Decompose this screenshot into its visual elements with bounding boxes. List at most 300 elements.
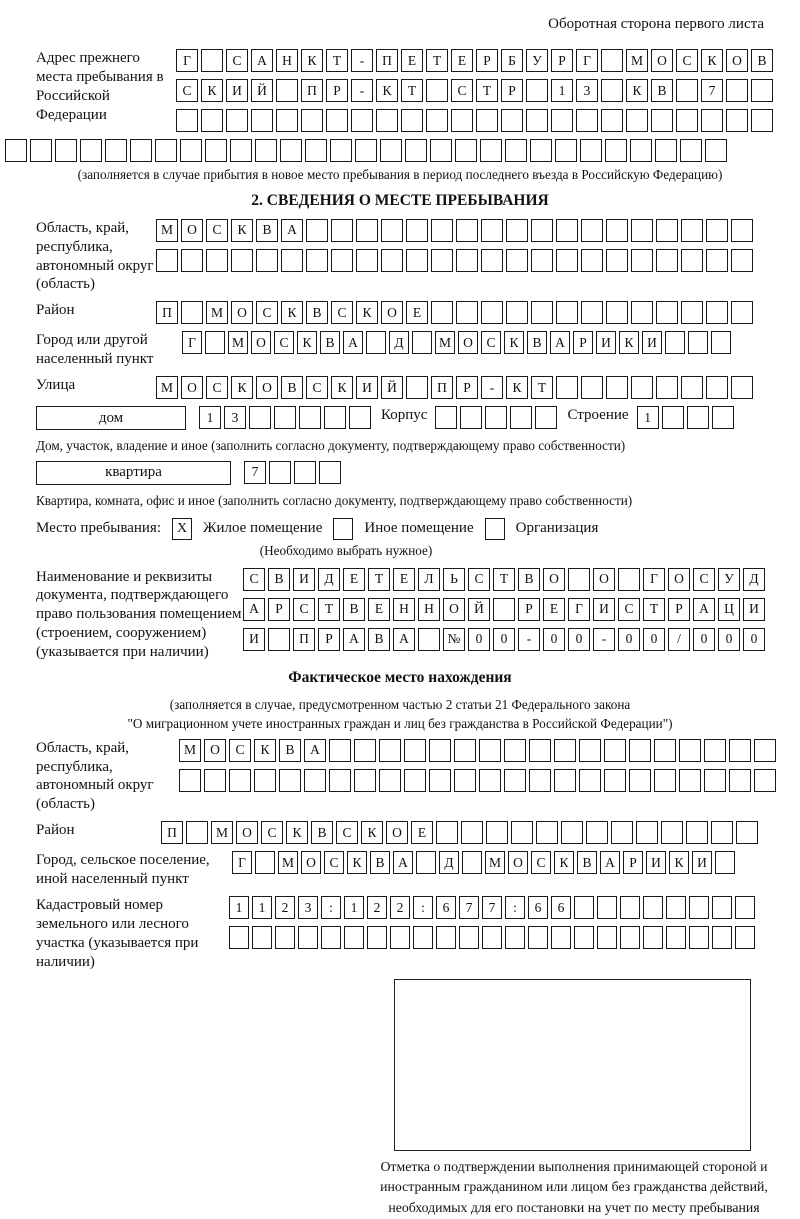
char-cell	[736, 821, 758, 844]
char-cell	[331, 249, 353, 272]
char-cell: К	[297, 331, 317, 354]
prev-address-row-2	[176, 79, 773, 102]
char-cell	[631, 219, 653, 242]
char-cell: С	[531, 851, 551, 874]
char-cell	[681, 249, 703, 272]
char-cell	[706, 249, 728, 272]
char-cell	[505, 139, 527, 162]
char-cell	[454, 739, 476, 762]
checkbox-organization	[485, 518, 505, 540]
stay-type-note: (Необходимо выбрать нужное)	[259, 542, 433, 558]
char-cell	[529, 769, 551, 792]
char-cell	[344, 926, 364, 949]
char-cell: Е	[543, 598, 565, 621]
char-cell: А	[693, 598, 715, 621]
char-cell: К	[301, 49, 323, 72]
char-cell: О	[386, 821, 408, 844]
char-cell: П	[431, 376, 453, 399]
char-cell	[305, 139, 327, 162]
char-cell: К	[669, 851, 689, 874]
char-cell	[715, 851, 735, 874]
char-cell: С	[176, 79, 198, 102]
char-cell: А	[393, 628, 415, 651]
char-cell	[754, 769, 776, 792]
char-cell	[456, 249, 478, 272]
char-cell: №	[443, 628, 465, 651]
char-cell	[597, 926, 617, 949]
char-cell	[506, 301, 528, 324]
char-cell: Г	[176, 49, 198, 72]
char-cell: Й	[381, 376, 403, 399]
char-cell	[626, 109, 648, 132]
char-cell: Р	[518, 598, 540, 621]
char-cell	[656, 219, 678, 242]
char-cell	[179, 769, 201, 792]
char-cell: В	[751, 49, 773, 72]
char-cell: Т	[368, 568, 390, 591]
char-cell	[319, 461, 341, 484]
char-cell: А	[243, 598, 265, 621]
option-residential-label: Жилое помещение	[203, 520, 323, 537]
char-cell	[330, 139, 352, 162]
actual-region-row-1	[179, 739, 776, 762]
korpus-cells	[435, 406, 557, 429]
char-cell: В	[370, 851, 390, 874]
document-row-3	[243, 628, 765, 651]
char-cell	[354, 739, 376, 762]
char-cell	[501, 109, 523, 132]
char-cell: Д	[743, 568, 765, 591]
char-cell: К	[504, 331, 524, 354]
char-cell: Р	[326, 79, 348, 102]
char-cell: Р	[476, 49, 498, 72]
char-cell	[479, 739, 501, 762]
char-cell	[731, 376, 753, 399]
street-row	[156, 376, 753, 399]
char-cell: :	[505, 896, 525, 919]
district-row	[156, 301, 753, 324]
char-cell	[689, 896, 709, 919]
char-cell	[631, 249, 653, 272]
char-cell	[643, 926, 663, 949]
char-cell	[681, 219, 703, 242]
char-cell: О	[251, 331, 271, 354]
char-cell	[554, 769, 576, 792]
char-cell: -	[518, 628, 540, 651]
actual-region-row-2	[179, 769, 776, 792]
char-cell	[5, 139, 27, 162]
char-cell: К	[331, 376, 353, 399]
char-cell	[636, 821, 658, 844]
char-cell	[526, 79, 548, 102]
char-cell	[229, 769, 251, 792]
char-cell: К	[231, 219, 253, 242]
char-cell: А	[550, 331, 570, 354]
char-cell	[181, 301, 203, 324]
char-cell	[276, 79, 298, 102]
char-cell: С	[256, 301, 278, 324]
char-cell	[298, 926, 318, 949]
city-row	[182, 331, 731, 354]
char-cell: В	[320, 331, 340, 354]
char-cell	[299, 406, 321, 429]
char-cell	[355, 139, 377, 162]
checkbox-other-premises	[333, 518, 353, 540]
char-cell	[254, 769, 276, 792]
char-cell: Е	[401, 49, 423, 72]
char-cell: Й	[468, 598, 490, 621]
char-cell	[551, 926, 571, 949]
region-row-1	[156, 219, 753, 242]
char-cell: 7	[459, 896, 479, 919]
char-cell: И	[226, 79, 248, 102]
char-cell	[504, 739, 526, 762]
char-cell: Г	[576, 49, 598, 72]
apartment-type-box: квартира	[36, 461, 231, 485]
actual-location-title: Фактическое место нахождения	[288, 669, 512, 687]
char-cell	[231, 249, 253, 272]
actual-region-block	[36, 739, 764, 815]
char-cell: С	[243, 568, 265, 591]
char-cell: Р	[551, 49, 573, 72]
char-cell: 6	[551, 896, 571, 919]
char-cell	[461, 821, 483, 844]
char-cell: И	[642, 331, 662, 354]
char-cell: В	[577, 851, 597, 874]
char-cell: Г	[182, 331, 202, 354]
char-cell: В	[256, 219, 278, 242]
char-cell	[504, 769, 526, 792]
char-cell: Р	[456, 376, 478, 399]
document-row-1	[243, 568, 765, 591]
char-cell: 0	[643, 628, 665, 651]
char-cell: /	[668, 628, 690, 651]
char-cell	[204, 769, 226, 792]
char-cell	[531, 249, 553, 272]
char-cell	[418, 628, 440, 651]
cadastral-row-2	[229, 926, 755, 949]
char-cell	[431, 249, 453, 272]
char-cell	[554, 739, 576, 762]
char-cell: С	[206, 219, 228, 242]
prev-address-block	[36, 49, 767, 132]
char-cell	[656, 376, 678, 399]
char-cell: К	[231, 376, 253, 399]
char-cell: О	[236, 821, 258, 844]
char-cell: С	[226, 49, 248, 72]
char-cell	[604, 739, 626, 762]
char-cell: П	[293, 628, 315, 651]
char-cell: К	[506, 376, 528, 399]
char-cell	[526, 109, 548, 132]
street-label: Улица	[36, 377, 76, 394]
char-cell	[687, 406, 709, 429]
char-cell	[711, 821, 733, 844]
char-cell: С	[451, 79, 473, 102]
char-cell: 0	[618, 628, 640, 651]
char-cell: С	[331, 301, 353, 324]
char-cell	[456, 301, 478, 324]
house-number-cells	[199, 406, 371, 429]
char-cell	[555, 139, 577, 162]
char-cell: А	[304, 739, 326, 762]
char-cell	[654, 739, 676, 762]
char-cell	[482, 926, 502, 949]
char-cell: С	[481, 331, 501, 354]
char-cell: К	[376, 79, 398, 102]
char-cell	[476, 109, 498, 132]
char-cell	[561, 821, 583, 844]
char-cell	[581, 249, 603, 272]
char-cell	[729, 739, 751, 762]
char-cell: Е	[343, 568, 365, 591]
char-cell: 1	[199, 406, 221, 429]
char-cell	[704, 739, 726, 762]
document-label: Наименование и реквизиты документа, подтверждающего право пользования помещением (строением, сооружением) (указывается при наличии)	[36, 568, 242, 661]
char-cell: М	[435, 331, 455, 354]
char-cell	[390, 926, 410, 949]
char-cell	[676, 79, 698, 102]
char-cell	[529, 739, 551, 762]
char-cell	[656, 249, 678, 272]
char-cell: Б	[501, 49, 523, 72]
char-cell	[481, 301, 503, 324]
char-cell: С	[274, 331, 294, 354]
char-cell	[366, 331, 386, 354]
char-cell: О	[301, 851, 321, 874]
char-cell	[712, 406, 734, 429]
char-cell: Д	[389, 331, 409, 354]
char-cell: В	[306, 301, 328, 324]
city-label: Город или другой населенный пункт	[36, 332, 154, 368]
char-cell: О	[443, 598, 465, 621]
char-cell	[620, 926, 640, 949]
char-cell	[726, 79, 748, 102]
char-cell	[255, 139, 277, 162]
char-cell	[735, 926, 755, 949]
char-cell: Р	[573, 331, 593, 354]
char-cell: М	[156, 219, 178, 242]
char-cell: 0	[543, 628, 565, 651]
char-cell	[579, 739, 601, 762]
char-cell	[354, 769, 376, 792]
char-cell: Т	[401, 79, 423, 102]
char-cell	[412, 331, 432, 354]
char-cell	[597, 896, 617, 919]
char-cell	[155, 139, 177, 162]
char-cell: К	[356, 301, 378, 324]
char-cell	[429, 769, 451, 792]
char-cell: Г	[232, 851, 252, 874]
char-cell	[430, 139, 452, 162]
char-cell	[406, 376, 428, 399]
char-cell	[306, 219, 328, 242]
char-cell	[528, 926, 548, 949]
char-cell: В	[268, 568, 290, 591]
char-cell: А	[600, 851, 620, 874]
char-cell	[556, 376, 578, 399]
char-cell	[701, 109, 723, 132]
checkbox-residential: X	[172, 518, 192, 540]
char-cell: Д	[439, 851, 459, 874]
option-organization-label: Организация	[515, 520, 599, 537]
korpus-label: Корпус	[381, 407, 428, 424]
char-cell: М	[278, 851, 298, 874]
char-cell: 3	[298, 896, 318, 919]
char-cell: И	[596, 331, 616, 354]
char-cell	[651, 109, 673, 132]
char-cell: А	[393, 851, 413, 874]
char-cell	[556, 219, 578, 242]
region-label: Область, край, республика, автономный округ (область)	[36, 219, 154, 293]
char-cell	[535, 406, 557, 429]
char-cell: В	[279, 739, 301, 762]
char-cell	[479, 769, 501, 792]
char-cell: К	[347, 851, 367, 874]
char-cell: Ь	[443, 568, 465, 591]
char-cell	[531, 301, 553, 324]
char-cell: 0	[493, 628, 515, 651]
house-type-box: дом	[36, 406, 186, 430]
char-cell	[510, 406, 532, 429]
char-cell	[705, 139, 727, 162]
char-cell	[406, 249, 428, 272]
stroenie-label: Строение	[567, 407, 629, 424]
char-cell	[556, 249, 578, 272]
char-cell	[329, 739, 351, 762]
char-cell: :	[321, 896, 341, 919]
char-cell	[712, 926, 732, 949]
char-cell: Г	[643, 568, 665, 591]
house-caption: Дом, участок, владение и иное (заполнить согласно документу, подтверждающему право собственности)	[36, 438, 626, 454]
char-cell	[505, 926, 525, 949]
char-cell	[279, 769, 301, 792]
char-cell: В	[527, 331, 547, 354]
char-cell	[379, 769, 401, 792]
char-cell: 0	[693, 628, 715, 651]
char-cell: Е	[411, 821, 433, 844]
char-cell: М	[211, 821, 233, 844]
char-cell	[306, 249, 328, 272]
char-cell	[751, 109, 773, 132]
char-cell	[406, 219, 428, 242]
char-cell	[618, 568, 640, 591]
char-cell	[656, 301, 678, 324]
char-cell	[606, 219, 628, 242]
char-cell	[455, 139, 477, 162]
char-cell	[351, 109, 373, 132]
char-cell: М	[228, 331, 248, 354]
region-block	[36, 219, 764, 295]
char-cell	[55, 139, 77, 162]
char-cell	[462, 851, 482, 874]
char-cell: Т	[318, 598, 340, 621]
char-cell: В	[651, 79, 673, 102]
char-cell	[654, 769, 676, 792]
char-cell	[604, 769, 626, 792]
char-cell	[460, 406, 482, 429]
char-cell	[706, 301, 728, 324]
char-cell	[506, 219, 528, 242]
char-cell	[405, 139, 427, 162]
char-cell	[416, 851, 436, 874]
char-cell: Т	[531, 376, 553, 399]
char-cell	[643, 896, 663, 919]
char-cell: 0	[718, 628, 740, 651]
char-cell	[556, 301, 578, 324]
char-cell	[431, 301, 453, 324]
char-cell: О	[181, 219, 203, 242]
confirmation-mark-caption: Отметка о подтверждении выполнения принимающей стороной и иностранным гражданином или лицом без гражданства действий, необходимых для его постановки на учет по месту пребывания	[380, 1158, 768, 1215]
char-cell	[268, 628, 290, 651]
char-cell	[130, 139, 152, 162]
section2-title: 2. СВЕДЕНИЯ О МЕСТЕ ПРЕБЫВАНИЯ	[251, 191, 549, 209]
actual-district-label: Район	[36, 822, 75, 839]
char-cell	[601, 49, 623, 72]
char-cell	[568, 568, 590, 591]
char-cell: 1	[637, 406, 659, 429]
char-cell: Н	[276, 49, 298, 72]
char-cell	[255, 851, 275, 874]
char-cell	[436, 821, 458, 844]
char-cell	[294, 461, 316, 484]
char-cell: Р	[318, 628, 340, 651]
actual-region-label: Область, край, республика, автономный округ (область)	[36, 739, 154, 813]
char-cell	[451, 109, 473, 132]
char-cell	[751, 79, 773, 102]
char-cell: У	[718, 568, 740, 591]
char-cell	[230, 139, 252, 162]
confirmation-mark-box	[394, 979, 751, 1151]
char-cell: 1	[344, 896, 364, 919]
char-cell: А	[343, 628, 365, 651]
char-cell: В	[518, 568, 540, 591]
char-cell	[679, 739, 701, 762]
char-cell	[686, 821, 708, 844]
actual-district-row	[161, 821, 758, 844]
char-cell: Е	[368, 598, 390, 621]
char-cell	[181, 249, 203, 272]
prev-address-label: Адрес прежнего места пребывания в Российской Федерации	[36, 50, 164, 123]
char-cell	[680, 139, 702, 162]
char-cell	[706, 219, 728, 242]
char-cell	[601, 79, 623, 102]
apartment-number-cells	[244, 461, 341, 484]
apartment-caption: Квартира, комната, офис и иное (заполнить согласно документу, подтверждающему право собственности)	[36, 492, 633, 508]
char-cell	[404, 739, 426, 762]
char-cell	[711, 331, 731, 354]
char-cell: О	[593, 568, 615, 591]
char-cell: 2	[390, 896, 410, 919]
prev-address-row-3	[176, 109, 773, 132]
char-cell: Е	[393, 568, 415, 591]
char-cell	[704, 769, 726, 792]
char-cell	[486, 821, 508, 844]
char-cell: К	[554, 851, 574, 874]
char-cell	[530, 139, 552, 162]
char-cell	[506, 249, 528, 272]
char-cell: Т	[426, 49, 448, 72]
char-cell	[581, 301, 603, 324]
char-cell: С	[261, 821, 283, 844]
char-cell	[606, 249, 628, 272]
city-block	[36, 331, 764, 369]
char-cell	[681, 301, 703, 324]
char-cell: К	[254, 739, 276, 762]
char-cell	[201, 49, 223, 72]
char-cell	[630, 139, 652, 162]
char-cell	[251, 109, 273, 132]
